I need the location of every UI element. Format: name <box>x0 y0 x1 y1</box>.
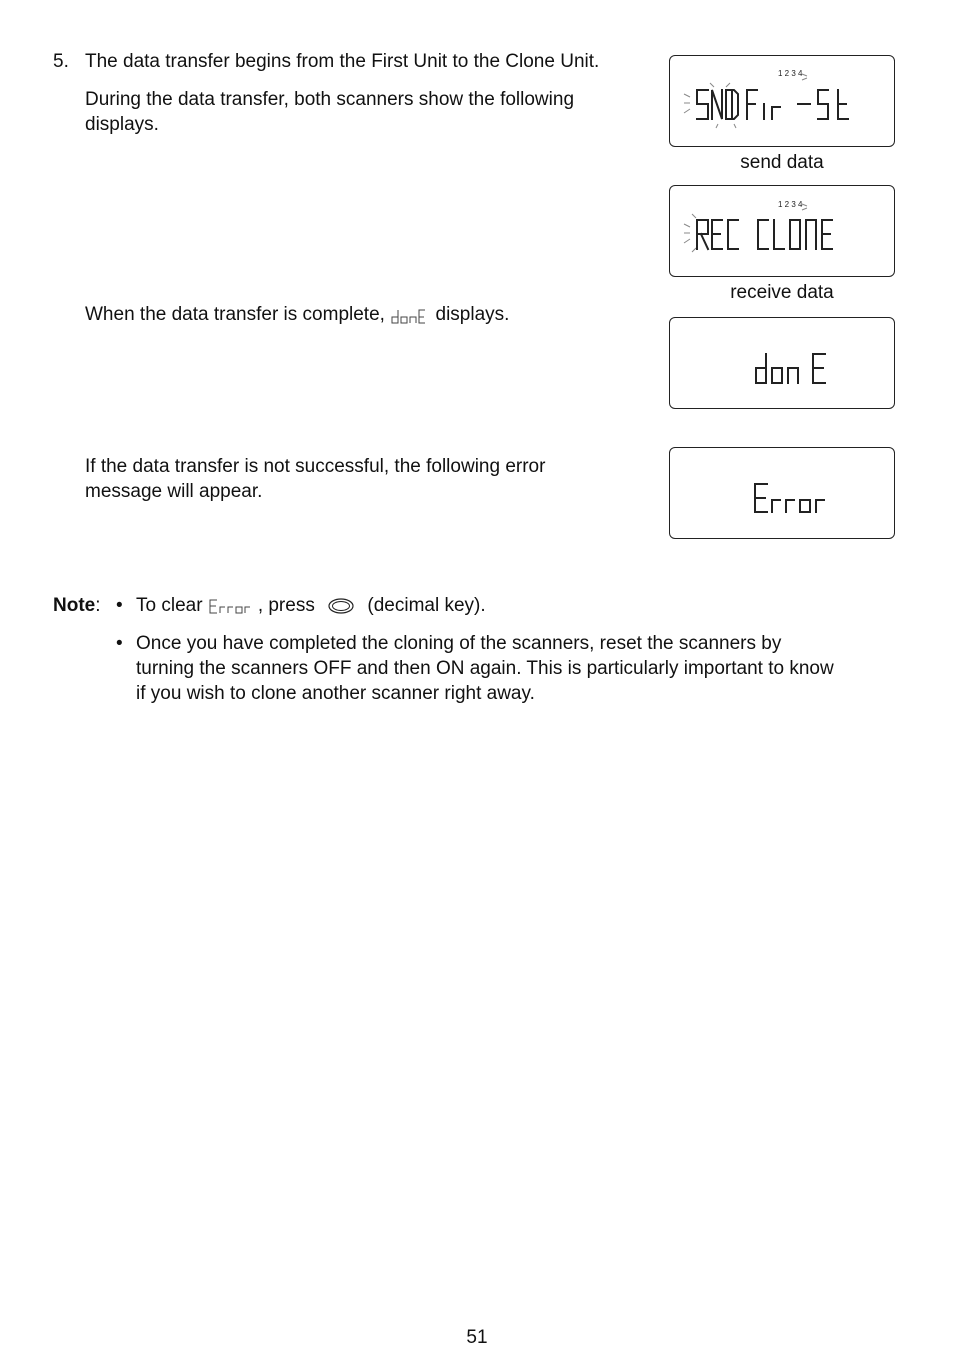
lcd-receive-data <box>669 185 895 277</box>
lcd-done <box>669 317 895 409</box>
segments-error <box>755 484 824 512</box>
note-bullet-1: • <box>116 595 123 616</box>
step-text-line2b: displays. <box>85 114 159 135</box>
segments-receive <box>697 220 832 249</box>
segments-done <box>756 354 825 383</box>
error-text-line2: message will appear. <box>85 481 263 502</box>
note-bullet-2-line2: turning the scanners OFF and then ON again. This is particularly important to know <box>136 658 834 679</box>
step-text-line1: The data transfer begins from the First Unit to the Clone Unit. <box>85 51 600 72</box>
complete-before: When the data transfer is complete, <box>85 304 385 325</box>
note-bullet-2-line1: Once you have completed the cloning of the scanners, reset the scanners by <box>136 633 782 654</box>
note-clear-before: To clear <box>136 595 203 616</box>
note-bullet-1-text <box>136 593 486 618</box>
complete-after: displays. <box>435 304 510 325</box>
note-label: Note <box>53 595 96 616</box>
complete-sentence <box>85 302 509 327</box>
error-text-line1: If the data transfer is not successful, the following error <box>85 456 546 477</box>
note-colon: : <box>95 595 101 616</box>
segments-send <box>697 90 848 119</box>
decimal-key-icon <box>326 597 356 615</box>
note-clear-mid: , press <box>257 595 315 616</box>
step-number: 5. <box>53 51 69 72</box>
error-inline-lcd-icon <box>208 597 258 615</box>
done-inline-lcd-icon <box>390 306 430 324</box>
caption-send-data: send data <box>740 152 824 173</box>
step-text-line2a: During the data transfer, both scanners show the following <box>85 89 575 110</box>
note-clear-after: (decimal key). <box>367 595 486 616</box>
channel-indicator-2: 1 2 3 4 <box>778 200 803 209</box>
note-bullet-2-line3: if you wish to clone another scanner right away. <box>136 683 535 704</box>
note-bullet-2: • <box>116 633 123 654</box>
note-label-row <box>53 593 101 618</box>
lcd-send-data <box>669 55 895 147</box>
page-number: 51 <box>466 1327 488 1348</box>
lcd-error <box>669 447 895 539</box>
channel-indicator-1: 1 2 3 4 <box>778 69 803 78</box>
caption-receive-data: receive data <box>730 282 834 303</box>
